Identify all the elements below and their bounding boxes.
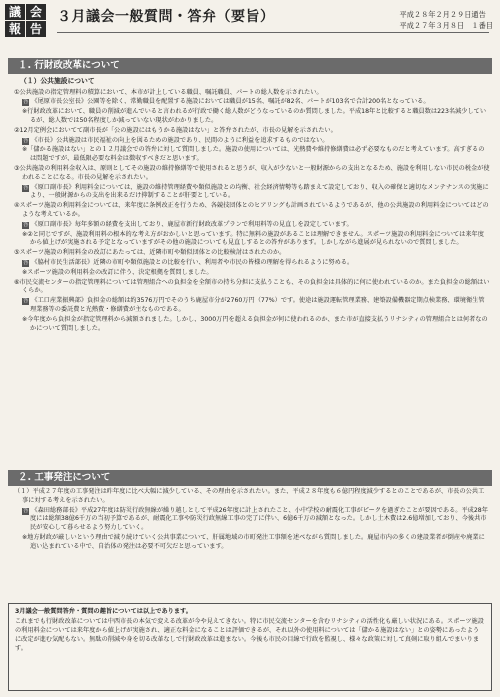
session-date: 平成２７年３月８日 １番目 [399, 20, 493, 30]
item-text: ※②と同じですが、施設利用料の根本的な考え方がおかしいと思っています。特に無料の施設があることは理解できません。スポーツ施設の利用料金については来年度から値上げが実施される予定となっていますがその他の施設についても見直しするとの答弁があります。しかしながら進展が見られないので質問しました。 [22, 230, 484, 247]
page-title: ３月議会一般質問・答弁（要旨） [57, 9, 275, 25]
item-text: ※地方財政が厳しいという理由で減り続けていく公共事業について、肝属地域の市町発注工事額を述べながら質問しました。鹿屋市内の多くの建設業者が倒産や廃業に追い込まれている中で、自治体の発注は必要不可欠だと思っています。 [22, 533, 485, 550]
notice-date: 平成２８年２月２９日通告 [399, 10, 486, 19]
question-item [14, 127, 490, 136]
summary-box [8, 603, 492, 691]
answer-tag: 答 [23, 507, 29, 514]
item-text: 《工口産業振興部》負担金の総額は約3576万円でそのうち鹿屋市分が2760万円（77%）です。使途は施設運転管理業務、建築設備機器定期点検業務、環境衛生管理業務等の委託費と光熱費・修繕費が主なものである。 [30, 297, 485, 313]
answer-tag: 答 [23, 99, 29, 106]
item-text: 《市長》公共施設は市民福祉の向上を図るための施設であり、民間のように利益を追求するものではない。 [31, 136, 329, 144]
header [5, 4, 495, 38]
item-text: （１）平成２７年度の工事発注は昨年度に比べ大幅に減少している、その理由を示されたい。また、平成２８年度も６億円程度減少するとのことであるが、市長の公共工事に対する考えを示されたい。 [14, 488, 485, 504]
item-text: 《原口副市長》利用料金については、施設の維持管理経費や類似施設との均衡、社会経済情勢等も踏まえて設定しており、収入の確保と適切なメンテナンスの実施により、一般財源からの支出を出来るだけ抑制することが肝要としている。 [30, 183, 489, 200]
answer-item [22, 221, 490, 230]
item-text: ②12月定例会においてて副市長が「公の施設にはもうかる施設はない」と答弁されたが、市長の見解を示されたい。 [14, 126, 337, 134]
item-text: ①公共施設の指定管理料の積算において、本市が計上している職員、嘱託職員、パートの総人数を示されたい。 [14, 88, 323, 96]
logo-char: 報 [5, 21, 25, 37]
section-heading: １. 行財政改革について [8, 58, 492, 74]
question-item [14, 488, 490, 506]
summary-body: これまでも行財政改革については中西市長の本気で変える改革が今や見えてきない。特に市民交流センターを含むリナシティの活性化も厳しい状況にある。スポーツ施設の利用料金については来年度から値上げが実施され、適正な料金になることは評価できるが、それ以外の使用料については「儲かる施設はない」との姿勢にあったように改定が進む気配もない。無駄の削減や身を切る改革なしで行財政改革は進まない。今後も市民の目線で行政を監視し、様々な政策に対して真剣に取り組んでまいります。 [15, 617, 484, 652]
header-rule [57, 32, 489, 33]
answer-item [22, 137, 490, 146]
answer-tag: 答 [23, 184, 29, 191]
answer-item [22, 259, 490, 268]
question-item [14, 279, 490, 297]
logo-char: 告 [26, 21, 46, 37]
answer-item [22, 507, 490, 533]
note-item [22, 269, 490, 278]
answer-item [22, 98, 490, 107]
note-item [22, 146, 490, 164]
item-text: ※「儲かる施設はない」との１２月議会での答弁に対して質問しました。施設の使用については、光熱費や維持修繕費は必ず必要なものだと考えています。高すぎるのは問題ですが、最低限必要な料金は徴収すべきだと思います。 [22, 146, 485, 163]
answer-tag: 答 [23, 137, 29, 144]
note-item [22, 108, 490, 126]
section-2-body [14, 488, 490, 553]
note-item [22, 231, 490, 249]
item-text: 《原口副市長》毎年多額の経費を支出しており、鹿屋市新行財政改革プランで利用料等の見直しを設定しています。 [31, 220, 353, 228]
note-item [22, 316, 490, 334]
answer-item [22, 184, 490, 202]
item-text: ※行財政改革において、職員の削減が進んでいると言われるが行政で働く総人数がどうなっているのか質問しました。平成18年と比較すると職員数は223名減少しているが、総人数では50名程度しか減っていない現状がわかりました。 [22, 108, 487, 125]
item-text: ③公共施設の利用料金収入は、原則としてその施設の維持修繕等で使用されると思うが、収入が少ないと一般財源からの支出となるため、施設を利用しない市民の税金が使われることになる。市長の見解を示されたい。 [14, 165, 490, 181]
logo-char: 議 [5, 4, 25, 20]
item-text: ⑤スポーツ施設の利用料金の改訂にあたっては、近隣市町や類似団体との比較検討はされたのか。 [14, 249, 286, 257]
summary-heading: 3月議会一般質問答弁・質問の趣旨については以上であります。 [15, 608, 192, 615]
header-dates [400, 10, 493, 32]
qa-list [14, 89, 490, 334]
answer-tag: 答 [23, 298, 29, 305]
subsection-heading: （１）公共施設について [20, 77, 95, 85]
item-text: ⑥市民交流センターの指定管理料については管理組合への負担金を全額市の持ち分担に支払うことも、その負担金は具体的に何に使われているのか。また負担金の総額はいくらか。 [14, 278, 490, 295]
item-text: 《森田総務部長》平成27年度は防災行政無線が繰り越しとして平成26年度に計上されたこと、小中学校の耐震化工事がピークを過ぎたことが要因である。平成28年度には総額38億6千万の当初予算であるが、耐震化工事や防災行政無線工事の完了に伴い、6億6千万の減額となった。しかし土木費は2.6億増加しており、今後共市民が安心して暮らせるよう努力していく。 [30, 506, 488, 532]
note-item [22, 534, 490, 552]
question-item [14, 89, 490, 98]
logo-char: 会 [26, 4, 46, 20]
qa-list [14, 488, 490, 552]
question-item [14, 249, 490, 258]
section-1-body [14, 75, 490, 334]
answer-tag: 答 [23, 221, 29, 228]
section-heading: ２. 工事発注について [8, 470, 492, 486]
question-item [14, 202, 490, 220]
item-text: ※スポーツ施設の利用料金の改訂に伴う、決定根拠を質問しました。 [22, 268, 213, 276]
question-item [14, 165, 490, 183]
answer-tag: 答 [23, 259, 29, 266]
item-text: ④スポーツ施設の利用料金については、来年度に条例改正を行うため、各競技団体とのヒアリングも計画されているようであるが、他の公共施設の利用料金についてはどのような考えているか。 [14, 202, 489, 218]
item-text: ※今年度から負担金が指定管理料から減額されました。しかし、3000万円を超える負担金が何に使われるのか、また市が直接支払うリナシティの管理組合とは何者なのかについて質問しました。 [22, 315, 488, 332]
item-text: 《尾原市長公室長》公園等を除く、常勤職員を配置する施設においては職員が15名、嘱託が82名、パートが103名で合計200名となっている。 [31, 98, 430, 106]
council-report-logo [5, 4, 47, 38]
answer-item [22, 297, 490, 315]
item-text: 《脇村市民生活部長》近隣の市町や類似施設との比較を行い、利用者や市民の皆様の理解を得られるように努める。 [31, 258, 354, 266]
